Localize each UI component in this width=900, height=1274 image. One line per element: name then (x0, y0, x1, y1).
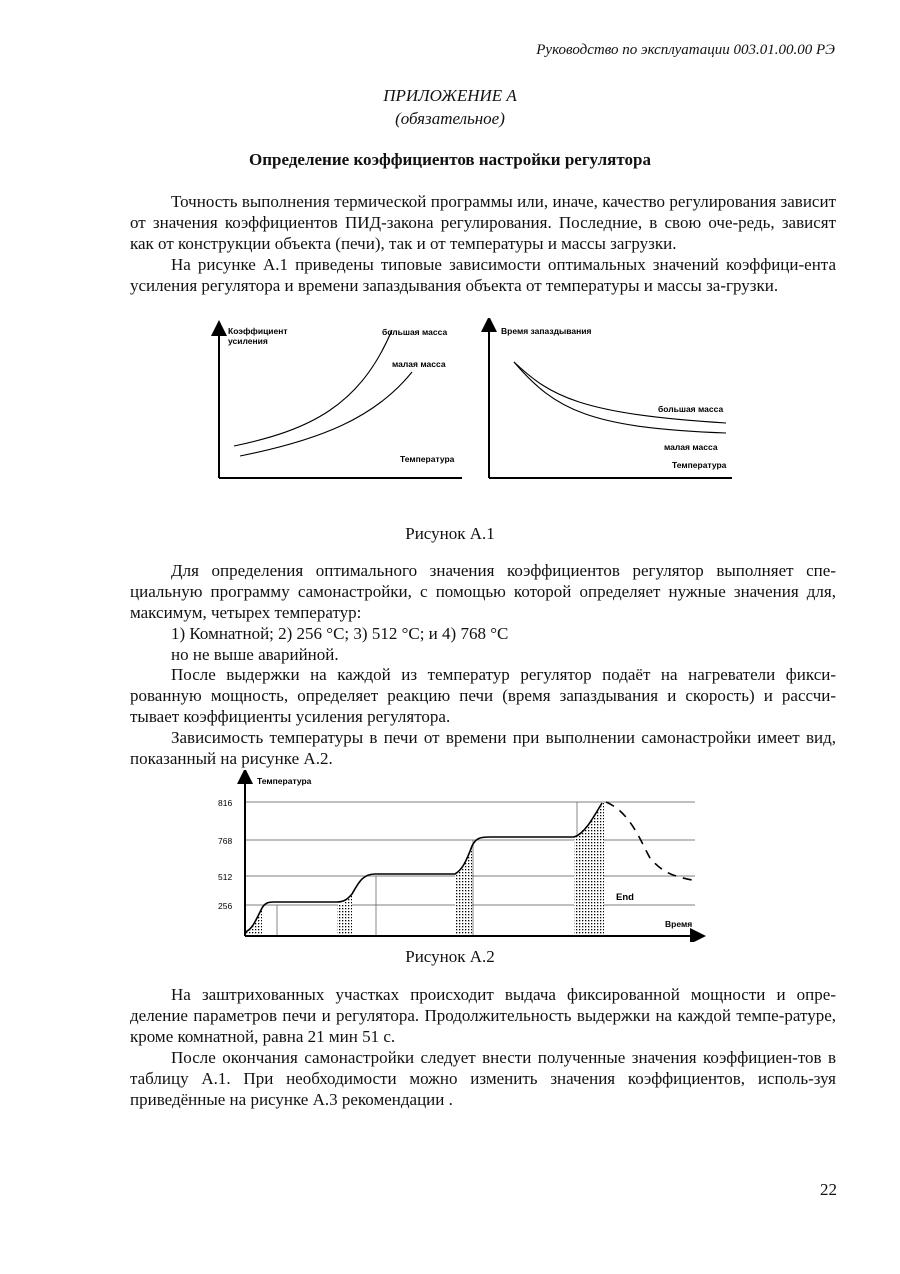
a1-right-label-small-mass: малая масса (664, 442, 718, 452)
a1-right-xlabel: Температура (672, 460, 727, 470)
a2-hatched-regions (245, 802, 604, 936)
figure-a1 (200, 318, 760, 488)
a1-left-xlabel: Температура (400, 454, 455, 464)
figure-a2-caption: Рисунок А.2 (405, 947, 495, 966)
figure-a1-left-chart (219, 326, 462, 478)
a1-right-label-big-mass: большая масса (658, 404, 724, 414)
appendix-subtitle: (обязательное) (395, 109, 505, 128)
a2-hatch-4 (574, 802, 604, 936)
appendix-title: ПРИЛОЖЕНИЕ А (383, 86, 517, 105)
a2-ylabel: Температура (257, 776, 312, 786)
a2-tick-816: 816 (218, 798, 233, 808)
a1-left-label-small-mass: малая масса (392, 359, 446, 369)
figure-a1-caption: Рисунок А.1 (405, 524, 495, 543)
paragraph-4: После выдержки на каждой из температур регулятор подаёт на нагреватели фикси-рованную мощность, определяет реакцию печи (время запаздывания и скорость) и рассчи-тывает коэффициенты усиления регулятора. (130, 665, 836, 726)
a2-hatch-3 (455, 846, 472, 936)
section-title: Определение коэффициентов настройки регулятора (249, 150, 651, 169)
a2-tick-768: 768 (218, 836, 233, 846)
a1-left-ylabel-2: усиления (228, 336, 268, 346)
paragraph-2: На рисунке А.1 приведены типовые зависимости оптимальных значений коэффици-ента усиления регулятора и времени запаздывания объекта от температуры и массы за-грузки. (130, 255, 836, 295)
a2-tick-256: 256 (218, 901, 233, 911)
a1-right-ylabel: Время запаздывания (501, 326, 592, 336)
temperatures-list: 1) Комнатной; 2) 256 °C; 3) 512 °C; и 4) 768 °C (171, 624, 509, 643)
a1-left-curve-big-mass (234, 330, 392, 446)
a2-tick-512: 512 (218, 872, 233, 882)
paragraph-1: Точность выполнения термической программы или, иначе, качество регулирования зависит от значения коэффициентов ПИД-закона регулирования. Последние, в свою оче-редь, зависят как от конструкции объекта (печи), так и от температуры и массы загрузки. (130, 192, 836, 253)
figure-a2 (210, 770, 710, 942)
a1-right-curve-small-mass (514, 362, 726, 433)
running-header: Руководство по эксплуатации 003.01.00.00 РЭ (536, 42, 835, 58)
a1-left-ylabel-1: Коэффициент (228, 326, 288, 336)
a2-temperature-curve (245, 803, 602, 932)
paragraph-6: На заштрихованных участках происходит выдача фиксированной мощности и опре-деление параметров печи и регулятора. Продолжительность выдержки на каждой темпе-ратуре, кроме комнатной, равна 21 мин 51 с. (130, 985, 836, 1046)
a1-left-curve-small-mass (240, 372, 412, 456)
a2-xlabel: Время (665, 919, 693, 929)
figure-a1-right-chart (489, 324, 732, 478)
a2-end-label: End (616, 892, 634, 903)
a2-cooldown-curve (606, 802, 692, 880)
paragraph-3: Для определения оптимального значения коэффициентов регулятор выполняет спе-циальную программу самонастройки, с помощью которой определяет нужные значения для, максимум, четырех температур: (130, 561, 836, 622)
page-number: 22 (820, 1180, 837, 1199)
a1-left-label-big-mass: большая масса (382, 327, 448, 337)
paragraph-7: После окончания самонастройки следует внести полученные значения коэффициен-тов в таблицу А.1. При необходимости можно изменить значения коэффициентов, исполь-зуя приведённые на рисунке А.3 рекомендации . (130, 1048, 836, 1109)
paragraph-5: Зависимость температуры в печи от времени при выполнении самонастройки имеет вид, показанный на рисунке А.2. (130, 728, 836, 768)
not-above-emergency: но не выше аварийной. (171, 645, 339, 664)
